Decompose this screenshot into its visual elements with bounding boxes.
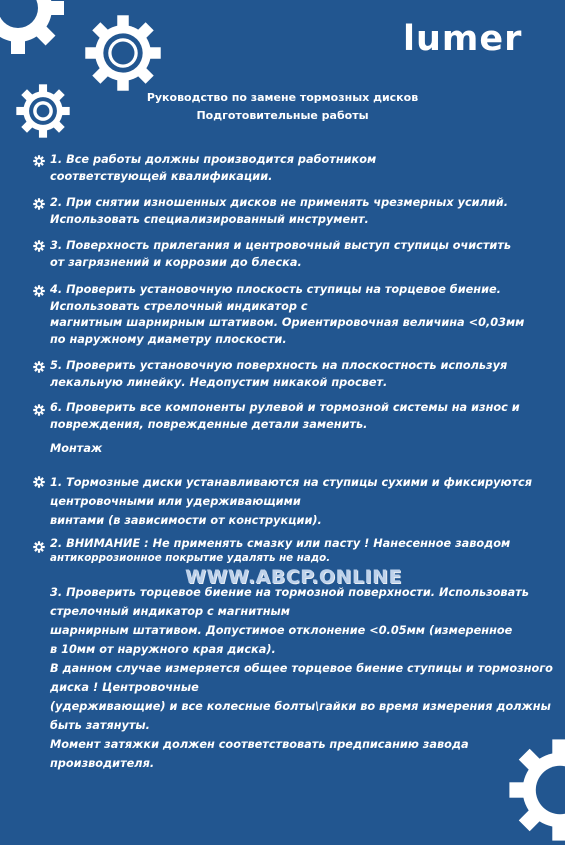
item-text: по наружному диаметру плоскости. <box>50 332 287 346</box>
item-text: антикоррозионное покрытие удалять не надо. <box>50 552 331 564</box>
item-text: 1. Тормозные диски устанавливаются на ступицы сухими и фиксируются <box>50 476 532 489</box>
item-text: 5. Проверить установочную поверхность на плоскостность используя <box>50 359 508 372</box>
gear-bullet-icon <box>33 240 45 252</box>
item-text: 6. Проверить все компоненты рулевой и тормозной системы на износ и <box>50 401 520 414</box>
item-text: 4. Проверить установочную плоскость ступицы на торцевое биение. <box>50 283 501 296</box>
item-text: лекальную линейку. Недопустим никакой просвет. <box>50 375 388 389</box>
gear-bullet-icon <box>33 404 45 416</box>
item-text: 2. При снятии изношенных дисков не применять чрезмерных усилий. <box>50 196 508 209</box>
gear-icon <box>82 12 164 94</box>
page-subtitle: Подготовительные работы <box>196 109 369 122</box>
item-text: 3. Проверить торцевое биение на тормозной поверхности. Использовать <box>50 586 529 599</box>
item-text: быть затянуты. <box>50 719 150 732</box>
item-text: В данном случае измеряется общее торцевое биение ступицы и тормозного <box>50 662 553 675</box>
item-text: Использовать специализированный инструмент. <box>50 212 369 226</box>
gear-bullet-icon <box>33 361 45 373</box>
item-text: магнитным шарнирным штативом. Ориентировочная величина <0,03мм <box>50 316 525 329</box>
item-text: шарнирным штативом. Допустимое отклонение <0.05мм (измеренное <box>50 624 513 637</box>
item-text: производителя. <box>50 757 155 770</box>
page-title: Руководство по замене тормозных дисков <box>146 91 419 104</box>
item-text: 3. Поверхность прилегания и центровочный выступ ступицы очистить <box>50 239 512 252</box>
gear-bullet-icon <box>33 155 45 167</box>
item-text: стрелочный индикатор с магнитным <box>50 605 290 618</box>
item-text: центровочными или удерживающими <box>50 495 301 508</box>
item-text: от загрязнений и коррозии до блеска. <box>50 255 302 269</box>
brand-logo: lumer <box>403 19 523 59</box>
item-text: диска ! Центровочные <box>50 681 199 694</box>
item-text: 1. Все работы должны производится работником <box>50 153 377 166</box>
section-title: Монтаж <box>50 442 103 455</box>
item-text: (удерживающие) и все колесные болты\гайки во время измерения должны <box>50 700 551 713</box>
item-text: винтами (в зависимости от конструкции). <box>50 514 322 527</box>
item-text: Использовать стрелочный индикатор с <box>50 299 308 313</box>
gear-bullet-icon <box>33 285 45 297</box>
gear-bullet-icon <box>33 198 45 210</box>
item-text: 2. ВНИМАНИЕ : Не применять смазку или пасту ! Нанесенное заводом <box>50 537 511 550</box>
watermark: WWW.ABCP.ONLINE <box>185 566 402 588</box>
gear-icon <box>0 0 68 58</box>
item-text: соответствующей квалификации. <box>50 169 273 183</box>
item-text: Момент затяжки должен соответствовать предписанию завода <box>50 738 469 751</box>
gear-bullet-icon <box>33 541 45 553</box>
gear-bullet-icon <box>33 476 45 488</box>
item-text: повреждения, поврежденные детали заменить. <box>50 417 368 431</box>
item-text: в 10мм от наружного края диска). <box>50 643 276 656</box>
